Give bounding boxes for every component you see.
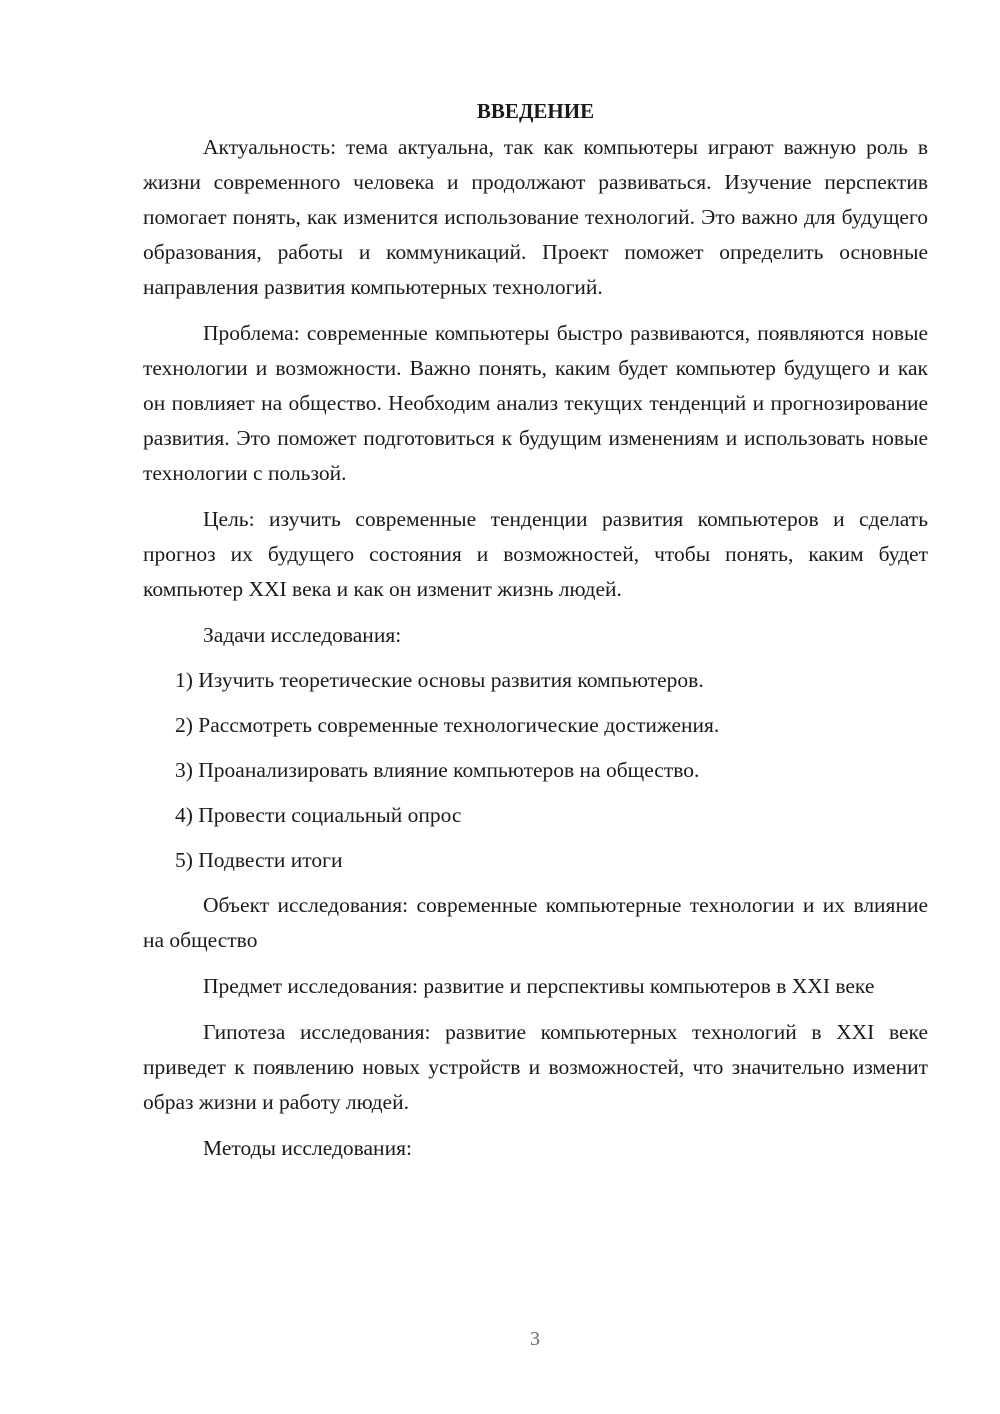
tasks-list bbox=[143, 663, 928, 878]
paragraph-problem: Проблема: современные компьютеры быстро развиваются, появляются новые технологии и возможности. Важно понять, каким будет компьютер будущего и как он повлияет на общество. Необходим анализ текущих тенденций и прогнозирование развития. Это поможет подготовиться к будущим изменениям и использовать новые технологии с пользой. bbox=[143, 321, 928, 485]
paragraph-methods-heading: Методы исследования: bbox=[203, 1136, 412, 1160]
paragraph-relevance: Актуальность: тема актуальна, так как компьютеры играют важную роль в жизни современного человека и продолжают развиваться. Изучение перспектив помогает понять, как изменится использование технологий. Это важно для будущего образования, работы и коммуникаций. Проект поможет определить основные направления развития компьютерных технологий. bbox=[143, 135, 928, 299]
tasks-heading: Задачи исследования: bbox=[203, 623, 402, 647]
paragraph-subject: Предмет исследования: развитие и перспективы компьютеров в XXI веке bbox=[203, 974, 875, 998]
task-item-2: 2) Рассмотреть современные технологические достижения. bbox=[175, 713, 720, 737]
page-number: 3 bbox=[530, 1328, 540, 1350]
paragraph-hypothesis: Гипотеза исследования: развитие компьютерных технологий в XXI веке приведет к появлению новых устройств и возможностей, что значительно изменит образ жизни и работу людей. bbox=[143, 1020, 928, 1114]
task-item-4: 4) Провести социальный опрос bbox=[175, 803, 462, 827]
paragraph-goal: Цель: изучить современные тенденции развития компьютеров и сделать прогноз их будущего состояния и возможностей, чтобы понять, каким будет компьютер XXI века и как он изменит жизнь людей. bbox=[143, 507, 928, 601]
task-item-1: 1) Изучить теоретические основы развития компьютеров. bbox=[175, 668, 704, 692]
page-content bbox=[143, 94, 928, 1177]
section-title: ВВЕДЕНИЕ bbox=[476, 99, 595, 123]
task-item-3: 3) Проанализировать влияние компьютеров на общество. bbox=[175, 758, 700, 782]
task-item-5: 5) Подвести итоги bbox=[175, 848, 343, 872]
paragraph-object: Объект исследования: современные компьютерные технологии и их влияние на общество bbox=[143, 893, 928, 952]
